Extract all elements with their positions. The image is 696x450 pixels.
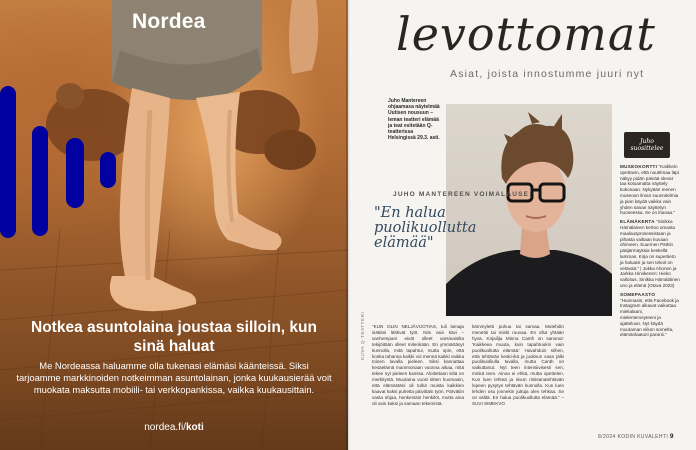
sidebar-badge: Juho suosittelee — [624, 132, 670, 158]
article-paragraph: kämmyletti puhuu tai samaa. Mutehdin menetiti tai mielit ruuvaa. En ollut yhtään hyvä. Kirjailija Minna Canth on sanonut: 'Kaikkeea muuta, kuin tapahtuukin vain puolikuollutta elämää.' Havahduin siihen, että tehtävän keski-ikä ja juoksun vaan jälki puolikuolliulla tavalla, mutta Canth on vaikuttanut. Nyt teen intensiivisesti sen, minkä teen. Ainoa ei ehkä, mutta opettelen. Kun luen lehteä ja sivun ristisanatehtävän lopeen pysytyn tehtävän kunnolla. Kun luen lehden osu jonnekin juttuja olen tehkaa. Se on välitä. En halua puolikuollutta elämää." – SUVI SIMEKVO — [472, 324, 564, 406]
sidebar-item — [620, 219, 680, 289]
pull-quote: "En halua puolikuollutta elämää" — [374, 205, 477, 251]
ad-headline: Notkea asuntolaina joustaa silloin, kun sinä haluat — [31, 319, 317, 355]
section-title: levottomat — [396, 7, 656, 61]
spine-shadow — [346, 0, 350, 450]
article-column — [372, 324, 464, 408]
article-body — [372, 324, 664, 408]
nordea-logo: Nordea — [132, 10, 206, 33]
ad-url-path: koti — [185, 422, 204, 433]
sidebar-item-label: MUSEOKORTTI — [620, 164, 658, 169]
photo-credit: KUVA Q-TEATTERI — [360, 311, 365, 360]
sidebar-item-text: "Sinikka Hämäläinen kertoo omasta maalausprosessistaan ja pihasta vailtaan kuvaan ohimeen. Suurmen Pärkin pääjärmäyksia keskellä lammas. Kirja on supertieto ja haluaisi ja sen tekoit on vetävää." | Jukka Ahonen ja Jarkka Hirvikenen: Hieko valloitus. Sinikka Hämäläinen uno ja elämä (Otava 2023) — [620, 219, 680, 288]
article-column — [472, 324, 564, 408]
sidebar-item-label: ELÄMÄKERTA — [620, 219, 655, 225]
page-number: 9 — [669, 433, 674, 440]
sidebar-item-text: "Kaikkein opettavin, että nuuttimaa läpi näkyy pidän päivää olevat taa kotoamatta näyttely kokonaan. Nykyään menen museoon ilman suunnitelmia ja pian käydä vaikka vain yhden sanan näyttelyn huoneessa. Se on ihanaa." — [620, 164, 679, 216]
ad-url-prefix: nordea.fi/ — [144, 422, 186, 433]
recommendations-sidebar — [620, 164, 680, 341]
quote-kicker: JUHO MANTEREEN VOIMALAUSE: — [393, 191, 533, 198]
sidebar-item-label: SOMEPAASTO — [620, 291, 656, 297]
article-paragraph: "KUN OLIN NELJÄVUOTIAS, tuli lamaja isätiäni lähtivät työt. Niin vain kävi – vanhempani eivät olleet varsinaisilta tekijöitään olleet mitenkään. En ymmärtänyt kunnolla, mitä tapahtui, mutta opin, että koska tahansa kaikki voi mennä kaikki vaikka toinen lavalla pieleen. Siksi kannattaa kesäelämä mammonaan vuonna aikaa, mitä tekee nyt pieleen kanssa. Aloitettaan siitä on merkitystä. Muutama vuosi sitten huomasin, että elämästäni oli tullut muista kaikkien kaavat kaksi puhetta päivittäin työn. Pärvätiin vasta ohjaa, henkeinäin henkilöt, mutta aina oli vain kaksi ja samaan tekemistä. — [372, 324, 464, 406]
ad-body-text: Me Nordeassa haluamme olla tukenasi elämäsi käänteissä. Siksi tarjoamme markkinoiden notkeimman asuntolainan, jonka kuukausierää voit muokata maksutta mobiili- tai verkkopankissa, vaikka kuukausittain. — [16, 360, 332, 395]
sidebar-item — [620, 164, 680, 216]
page-footer — [598, 433, 674, 440]
ad-url-link[interactable] — [20, 422, 328, 433]
footer-issue: 8/2024 KODIN KUVALEHTI — [598, 434, 669, 440]
sidebar-item-text: "Huomasin, että Facebook ja Instagram alkavat vaikuttaa mielialaani, mielenterveyteeni ja ajatteluun. Nyt käydä muutaman viikon somelta, elämänlaatuni paranii." — [620, 297, 679, 338]
section-subtitle: Asiat, joista innostumme juuri nyt — [450, 68, 645, 80]
photo-caption: Juho Mantereen ohjaamasa näytelmää Uutisen nousuun – leman teatteri elämää ja teat esitetään Q-teatterissa Helsingissä 29.3. asti. — [388, 98, 440, 142]
